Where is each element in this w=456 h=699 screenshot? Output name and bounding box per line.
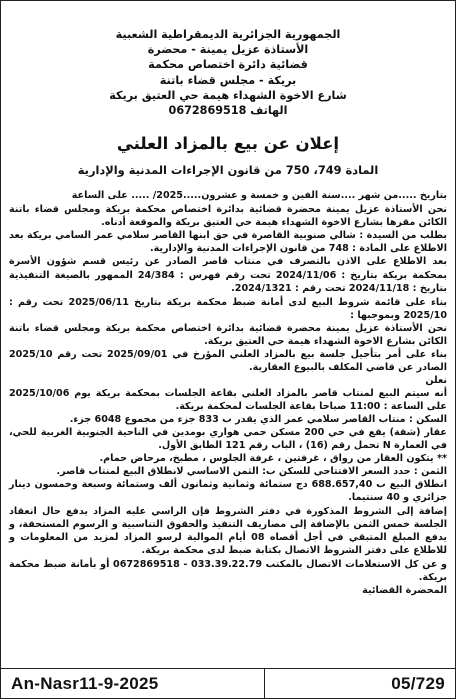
body-paragraph: نحن الأستاذة عزيل يمينة محضرة قضائية بدائرة اختصاص محكمة بريكة ومجلس قضاء باتنة الكائن مقرها بشارع الاخوة الشهداء هيمة حي العتيق بريكة والموقعة أدناه. (9, 204, 447, 229)
header-line: بريكة - مجلس قضاء باتنة (159, 73, 297, 87)
header-line: شارع الاخوة الشهداء هيمة حي العتيق بريكة (109, 88, 347, 102)
body-paragraph: بعد الاطلاع على الاذن بالتصرف في منتاب قاصر الصادر عن رئيس قسم شؤون الأسرة بمحكمة بريكة بتاريخ : 2024/11/06 تحت رقم فهرس : 24/384 الممهور بالصيغة التنفيذية بتاريخ : 2024/11/18 تحت رقم : 2024/1321. (9, 256, 448, 294)
header-phone (9, 103, 447, 118)
body-paragraph: الثمن : حدد السعر الافتتاحي للسكن ب: الثمن الاساسي لانطلاق البيع لمنتاب قاصر. (56, 466, 447, 478)
announcement-title: إعلان عن بيع بالمزاد العلني (116, 134, 340, 154)
body-paragraph: انطلاق البيع ب 688.657,40 دج ستمائة وثمانية وثمانون ألف وستمائة وسبعة وخمسون دينار جزائري و 40 سنتيما. (9, 479, 447, 504)
publication-footer (1, 668, 455, 698)
body-paragraph: بناء على قائمة شروط البيع لدى أمانة ضبط محكمة بريكة بتاريخ 2025/06/11 تحت رقم : 2025/10 وبموجبها : (9, 296, 447, 321)
footer-divider (264, 669, 265, 698)
body-paragraph: عقار (شقة) يقع في حي 200 مسكن حمي هواري بومدين في الناحية الجنوبية الغربية للحي، في العمارة N تحمل رقم (16) ، الباب رقم 121 الطابق الأول. (9, 427, 447, 452)
ad-number: 05/729 (391, 673, 445, 693)
publication-reference: An-Nasr11-9-2025 (11, 673, 159, 693)
body-paragraph: و عن كل الاستعلامات الاتصال بالمكتب 033.39.22.79 - 0672869518 أو بأمانة ضبط محكمة بريكة. (9, 558, 447, 583)
bailiff-header (9, 27, 447, 118)
body-paragraph: السكن : منتاب القاصر سلامي عمر الذي يقدر ب 833 جزء من مجموع 6048 جزء. (69, 414, 447, 426)
signature-line: المحضرة القضائية (362, 584, 447, 596)
body-paragraph: بتاريخ .....من شهر ....سنة الفين و خمسة و عشرون.....2025/ ..... على الساعة (71, 190, 447, 202)
body-paragraph: إضافة إلى الشروط المذكورة في دفتر الشروط فإن الراسي عليه المزاد يدفع حال انعقاد الجلسة خمس الثمن بالإضافة إلى مصاريف التنفيذ والحقوق التناسبية و الرسوم المستحقة، و يدفع المبلغ المتبقي في أجل أقصاه 08 أيام الموالية لرسو المزاد لمزيد من المعلومات و للاطلاع على دفتر الشروط الاتصال بكتابة ضبط لدى محكمة بريكة. (9, 506, 447, 557)
body-paragraph: بطلب من السيدة : شالي صنوبية القاصرة في حق ابنها القاصر سلامي عمر السامي بريكة بعد الاطلاع على المادة : 748 من قانون الإجراءات المدنية والإدارية. (9, 230, 447, 255)
header-line: قضائية دائرة اختصاص محكمة (148, 58, 308, 72)
phone-label: الهاتف (250, 104, 288, 118)
header-line: الأستاذة عزيل يمينة - محضرة (147, 43, 309, 57)
body-paragraph: أنه سيتم البيع لمنتاب قاصر بالمزاد العلني بقاعة الجلسات بمحكمة بريكة يوم 2025/10/06 على الساعة : 11:00 صباحا بقاعة الجلسات لمحكمة بريكة. (9, 387, 447, 412)
body-paragraph: نعلن (425, 374, 447, 386)
phone-number: 0672869518 (168, 104, 247, 118)
body-paragraph: ** يتكون العقار من رواق ، غرفتين ، غرفة الجلوس ، مطبخ، مرحاض حمام. (99, 453, 447, 465)
announcement-subtitle: المادة 749، 750 من قانون الإجراءات المدنية والإدارية (77, 163, 379, 178)
body-paragraph: بناء على أمر بتأجيل جلسة بيع بالمزاد العلني المؤرخ في 2025/09/01 تحت رقم 2025/10 الصادر عن قاضي المكلف بالبيوع العقارية. (9, 348, 447, 373)
body-paragraph: نحن الأستاذة عزيل يمينة محضرة قضائية بدائرة اختصاص محكمة بريكة ومجلس قضاء باتنة الكائن بشارع الاخوة الشهداء هيمة حي العتيق بريكة. (9, 322, 447, 347)
announcement-body (9, 189, 447, 596)
header-line: الجمهورية الجزائرية الديمقراطية الشعبية (115, 28, 341, 41)
